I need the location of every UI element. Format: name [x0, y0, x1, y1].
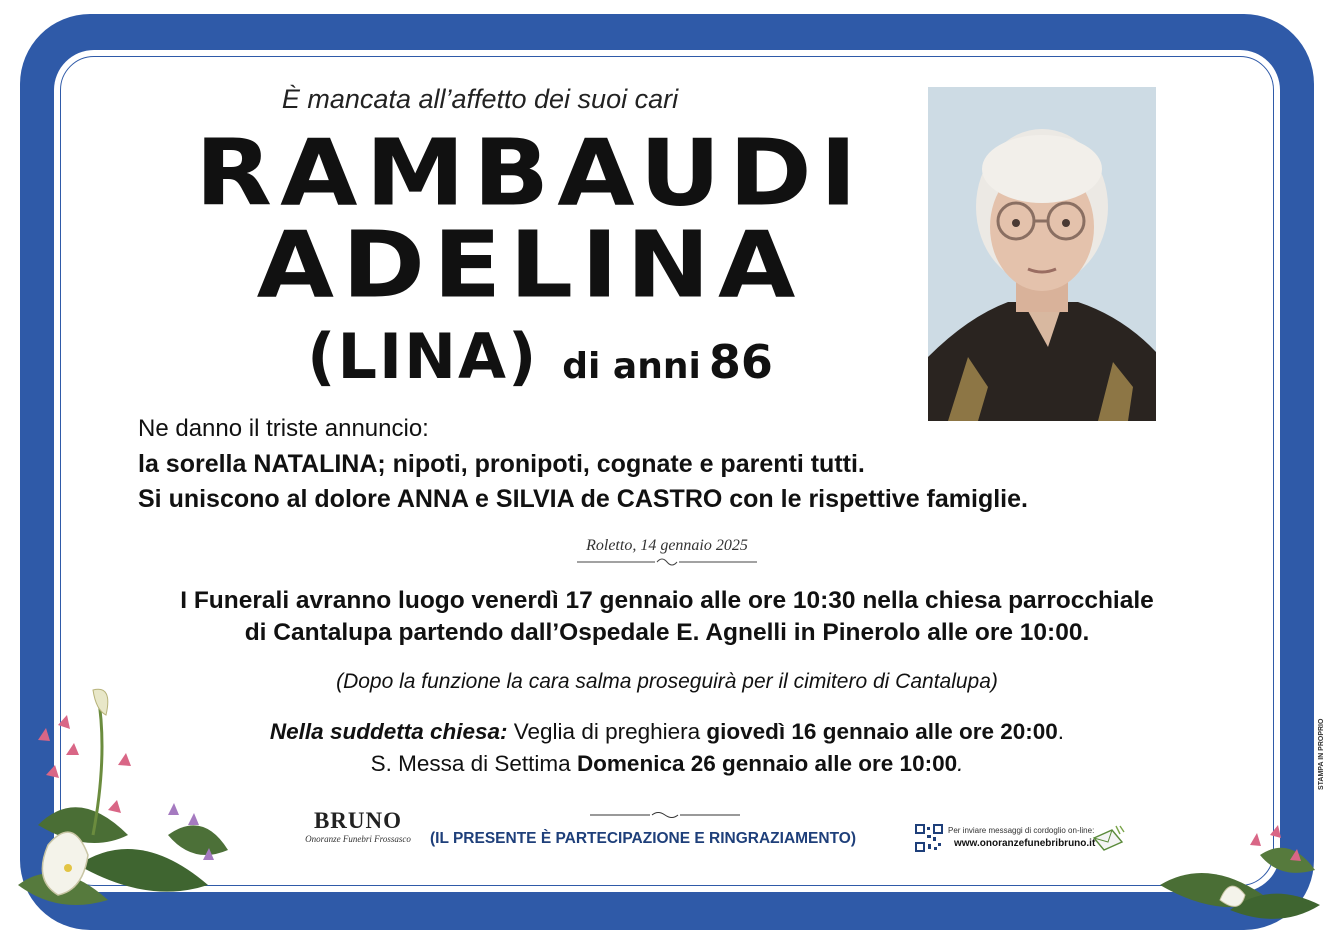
- surname: RAMBAUDI: [195, 118, 865, 227]
- announce-join: Si uniscono al dolore ANNA e SILVIA de CASTRO con le rispettive famiglie.: [138, 485, 1028, 513]
- message-label: Per inviare messaggi di cordoglio on-line:: [948, 826, 1095, 835]
- flowers-decoration-right: [1160, 815, 1320, 930]
- logo-name: BRUNO: [313, 808, 403, 833]
- flowers-decoration-left: [18, 685, 233, 930]
- age-label: di anni: [562, 346, 701, 387]
- envelope-icon: [1090, 824, 1126, 852]
- vigil-end: .: [1057, 719, 1065, 744]
- vigil-when: giovedì 16 gennaio alle ore 20:00: [706, 719, 1058, 744]
- funeral-line-1: I Funerali avranno luogo venerdì 17 gennaio alle ore 10:30 nella chiesa parrocchiale: [180, 587, 1154, 614]
- first-name: ADELINA: [256, 210, 804, 319]
- funeral-home-logo: [300, 808, 416, 868]
- participation-note: (IL PRESENTE È PARTECIPAZIONE E RINGRAZIAMENTO): [430, 830, 856, 847]
- funeral-info: [100, 585, 1234, 649]
- vigil-line: [150, 716, 1184, 748]
- logo-subtitle: Onoranze Funebri Frossasco: [305, 834, 411, 844]
- nickname-age-row: [280, 320, 800, 400]
- announce-family: la sorella NATALINA; nipoti, pronipoti, cognate e parenti tutti.: [138, 450, 865, 478]
- mass-when: Domenica 26 gennaio alle ore 10:00: [576, 751, 958, 776]
- vigil-text: Veglia di preghiera: [507, 719, 707, 744]
- intro-line: È mancata all’affetto dei suoi cari: [281, 84, 679, 114]
- qr-code-icon[interactable]: [915, 824, 943, 852]
- age-value: 86: [708, 335, 773, 389]
- place-date-text: Roletto, 14 gennaio 2025: [586, 537, 748, 554]
- place-date: [520, 537, 814, 574]
- footer: [300, 808, 1140, 868]
- funeral-line-2: di Cantalupa partendo dall’Ospedale E. Agnelli in Pinerolo alle ore 10:00.: [244, 619, 1090, 646]
- vigil-mass-info: [150, 716, 1184, 780]
- ornament-divider: [567, 555, 767, 569]
- nickname: (LINA): [307, 320, 539, 393]
- announce-block: [138, 447, 1238, 517]
- website-link[interactable]: www.onoranzefunebribruno.it: [954, 838, 1096, 849]
- mass-end: .: [957, 751, 964, 776]
- mass-line: [150, 748, 1184, 780]
- portrait-photo: [928, 87, 1156, 421]
- mass-text: S. Messa di Settima: [370, 751, 577, 776]
- burial-note: (Dopo la funzione la cara salma proseguirà per il cimitero di Cantalupa): [336, 670, 998, 693]
- print-note: STAMPA IN PROPRIO: [1318, 718, 1325, 790]
- announce-intro: Ne danno il triste annuncio:: [138, 415, 429, 442]
- vigil-label: Nella suddetta chiesa:: [269, 719, 508, 744]
- portrait-illustration: [928, 87, 1156, 421]
